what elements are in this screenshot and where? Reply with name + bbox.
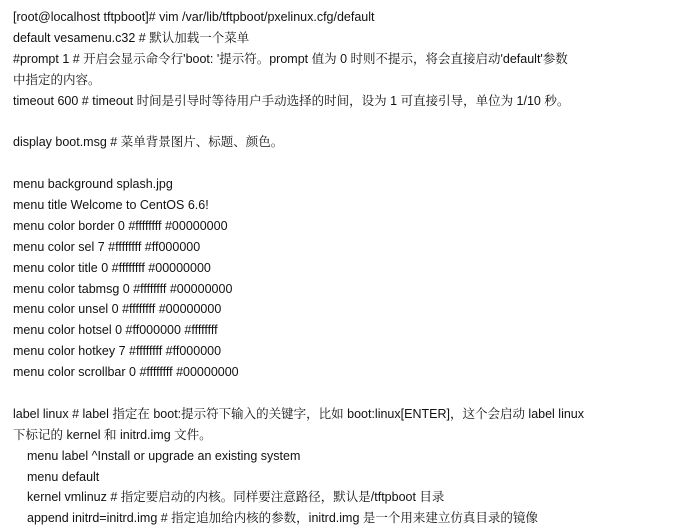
default-line: default vesamenu.c32 # 默认加载一个菜单 [13, 30, 250, 45]
kernel-line: kernel vmlinuz # 指定要启动的内核。同样要注意路径，默认是/tftpboot 目录 [27, 490, 445, 505]
menu-title-line: menu title Welcome to CentOS 6.6! [13, 198, 209, 213]
menu-default-line: menu default [27, 469, 100, 484]
timeout-line: timeout 600 # timeout 时间是引导时等待用户手动选择的时间，设为 1 可直接引导，单位为 1/10 秒。 [13, 93, 570, 108]
blank-line [13, 383, 683, 404]
menu-color-scrollbar-line: menu color scrollbar 0 #ffffffff #00000000 [13, 365, 239, 380]
blank-line [13, 111, 683, 132]
menu-color-title-line: menu color title 0 #ffffffff #00000000 [13, 260, 211, 275]
display-line: display boot.msg # 菜单背景图片、标题、颜色。 [13, 135, 284, 150]
append-line: append initrd=initrd.img # 指定追加给内核的参数，initrd.img 是一个用来建立仿真目录的镜像 [27, 511, 538, 526]
prompt-line: #prompt 1 # 开启会显示命令行'boot: '提示符。prompt 值为 0 时则不提示，将会直接启动'default'参数 [13, 51, 568, 66]
shell-command-line: [root@localhost tftpboot]# vim /var/lib/tftpboot/pxelinux.cfg/default [13, 10, 375, 24]
menu-color-hotkey-line: menu color hotkey 7 #ffffffff #ff000000 [13, 344, 222, 359]
menu-background-line: menu background splash.jpg [13, 177, 173, 192]
menu-color-unsel-line: menu color unsel 0 #ffffffff #00000000 [13, 302, 222, 317]
prompt-line-continued: 中指定的内容。 [13, 72, 101, 87]
menu-color-border-line: menu color border 0 #ffffffff #00000000 [13, 218, 228, 233]
menu-color-tabmsg-line: menu color tabmsg 0 #ffffffff #00000000 [13, 281, 233, 296]
menu-label-line: menu label ^Install or upgrade an existing system [27, 448, 301, 463]
menu-color-sel-line: menu color sel 7 #ffffffff #ff000000 [13, 239, 201, 254]
label-linux-line: label linux # label 指定在 boot:提示符下输入的关键字，比如 boot:linux[ENTER]，这个会启动 label linux [13, 406, 585, 421]
blank-line [13, 153, 683, 174]
label-linux-line-continued: 下标记的 kernel 和 initrd.img 文件。 [13, 427, 212, 442]
config-document [13, 7, 683, 529]
menu-color-hotsel-line: menu color hotsel 0 #ff000000 #ffffffff [13, 323, 218, 338]
